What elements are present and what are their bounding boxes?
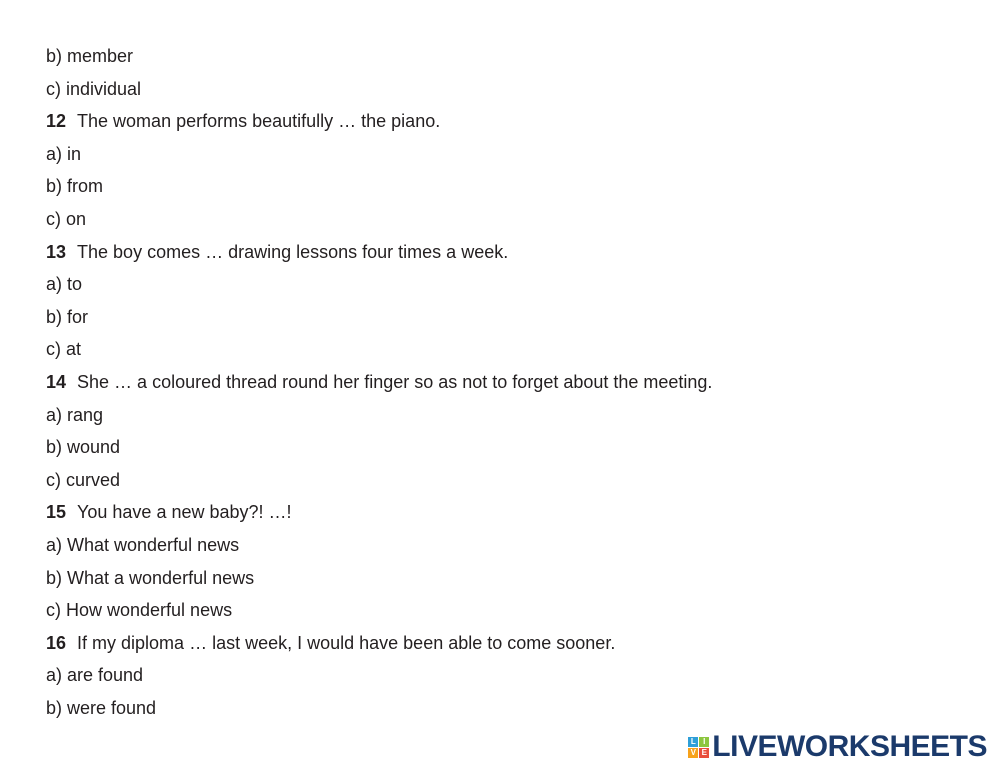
option-text: c) on — [46, 208, 87, 229]
option-text: b) What a wonderful news — [46, 567, 255, 588]
question-line — [46, 366, 966, 399]
question-text: The boy comes … drawing lessons four times a week. — [77, 241, 509, 262]
question-number: 15 — [46, 502, 67, 523]
option-line — [46, 170, 966, 203]
question-text: The woman performs beautifully … the piano. — [77, 111, 441, 132]
question-text: She … a coloured thread round her finger so as not to forget about the meeting. — [77, 371, 713, 392]
option-line — [46, 40, 966, 73]
option-text: a) to — [46, 274, 83, 295]
option-line — [46, 692, 966, 725]
option-line — [46, 529, 966, 562]
option-line — [46, 301, 966, 334]
question-number: 12 — [46, 111, 67, 132]
logo-tile-v: V — [688, 748, 698, 758]
option-line — [46, 73, 966, 106]
logo-tile-i: I — [699, 737, 709, 747]
option-text: c) curved — [46, 469, 121, 490]
question-text: You have a new baby?! …! — [77, 502, 292, 523]
question-number: 16 — [46, 632, 67, 653]
option-line — [46, 464, 966, 497]
option-text: b) member — [46, 46, 134, 66]
option-text: c) individual — [46, 78, 142, 99]
option-line — [46, 562, 966, 595]
option-text: a) are found — [46, 665, 144, 686]
option-line — [46, 431, 966, 464]
option-line — [46, 203, 966, 236]
option-line — [46, 138, 966, 171]
option-line — [46, 399, 966, 432]
logo-grid-icon — [688, 737, 709, 758]
question-line — [46, 236, 966, 269]
option-text: b) were found — [46, 697, 157, 718]
option-line — [46, 268, 966, 301]
question-number: 14 — [46, 371, 67, 392]
question-line — [46, 496, 966, 529]
question-line — [46, 627, 966, 660]
logo-tile-l: L — [688, 737, 698, 747]
option-text: a) What wonderful news — [46, 534, 240, 555]
option-line — [46, 333, 966, 366]
option-line — [46, 659, 966, 692]
option-text: b) wound — [46, 437, 121, 458]
question-number: 13 — [46, 241, 67, 262]
option-text: a) in — [46, 143, 82, 164]
question-line — [46, 105, 966, 138]
option-text: b) from — [46, 176, 104, 197]
option-text: c) at — [46, 339, 82, 360]
logo-text: LIVEWORKSHEETS — [712, 730, 987, 763]
option-text: a) rang — [46, 404, 104, 425]
question-text: If my diploma … last week, I would have been able to come sooner. — [77, 632, 616, 653]
option-line — [46, 594, 966, 627]
logo-tile-e: E — [699, 748, 709, 758]
liveworksheets-logo[interactable] — [688, 730, 987, 764]
option-text: b) for — [46, 306, 89, 327]
option-text: c) How wonderful news — [46, 600, 233, 621]
worksheet-content — [46, 40, 966, 724]
